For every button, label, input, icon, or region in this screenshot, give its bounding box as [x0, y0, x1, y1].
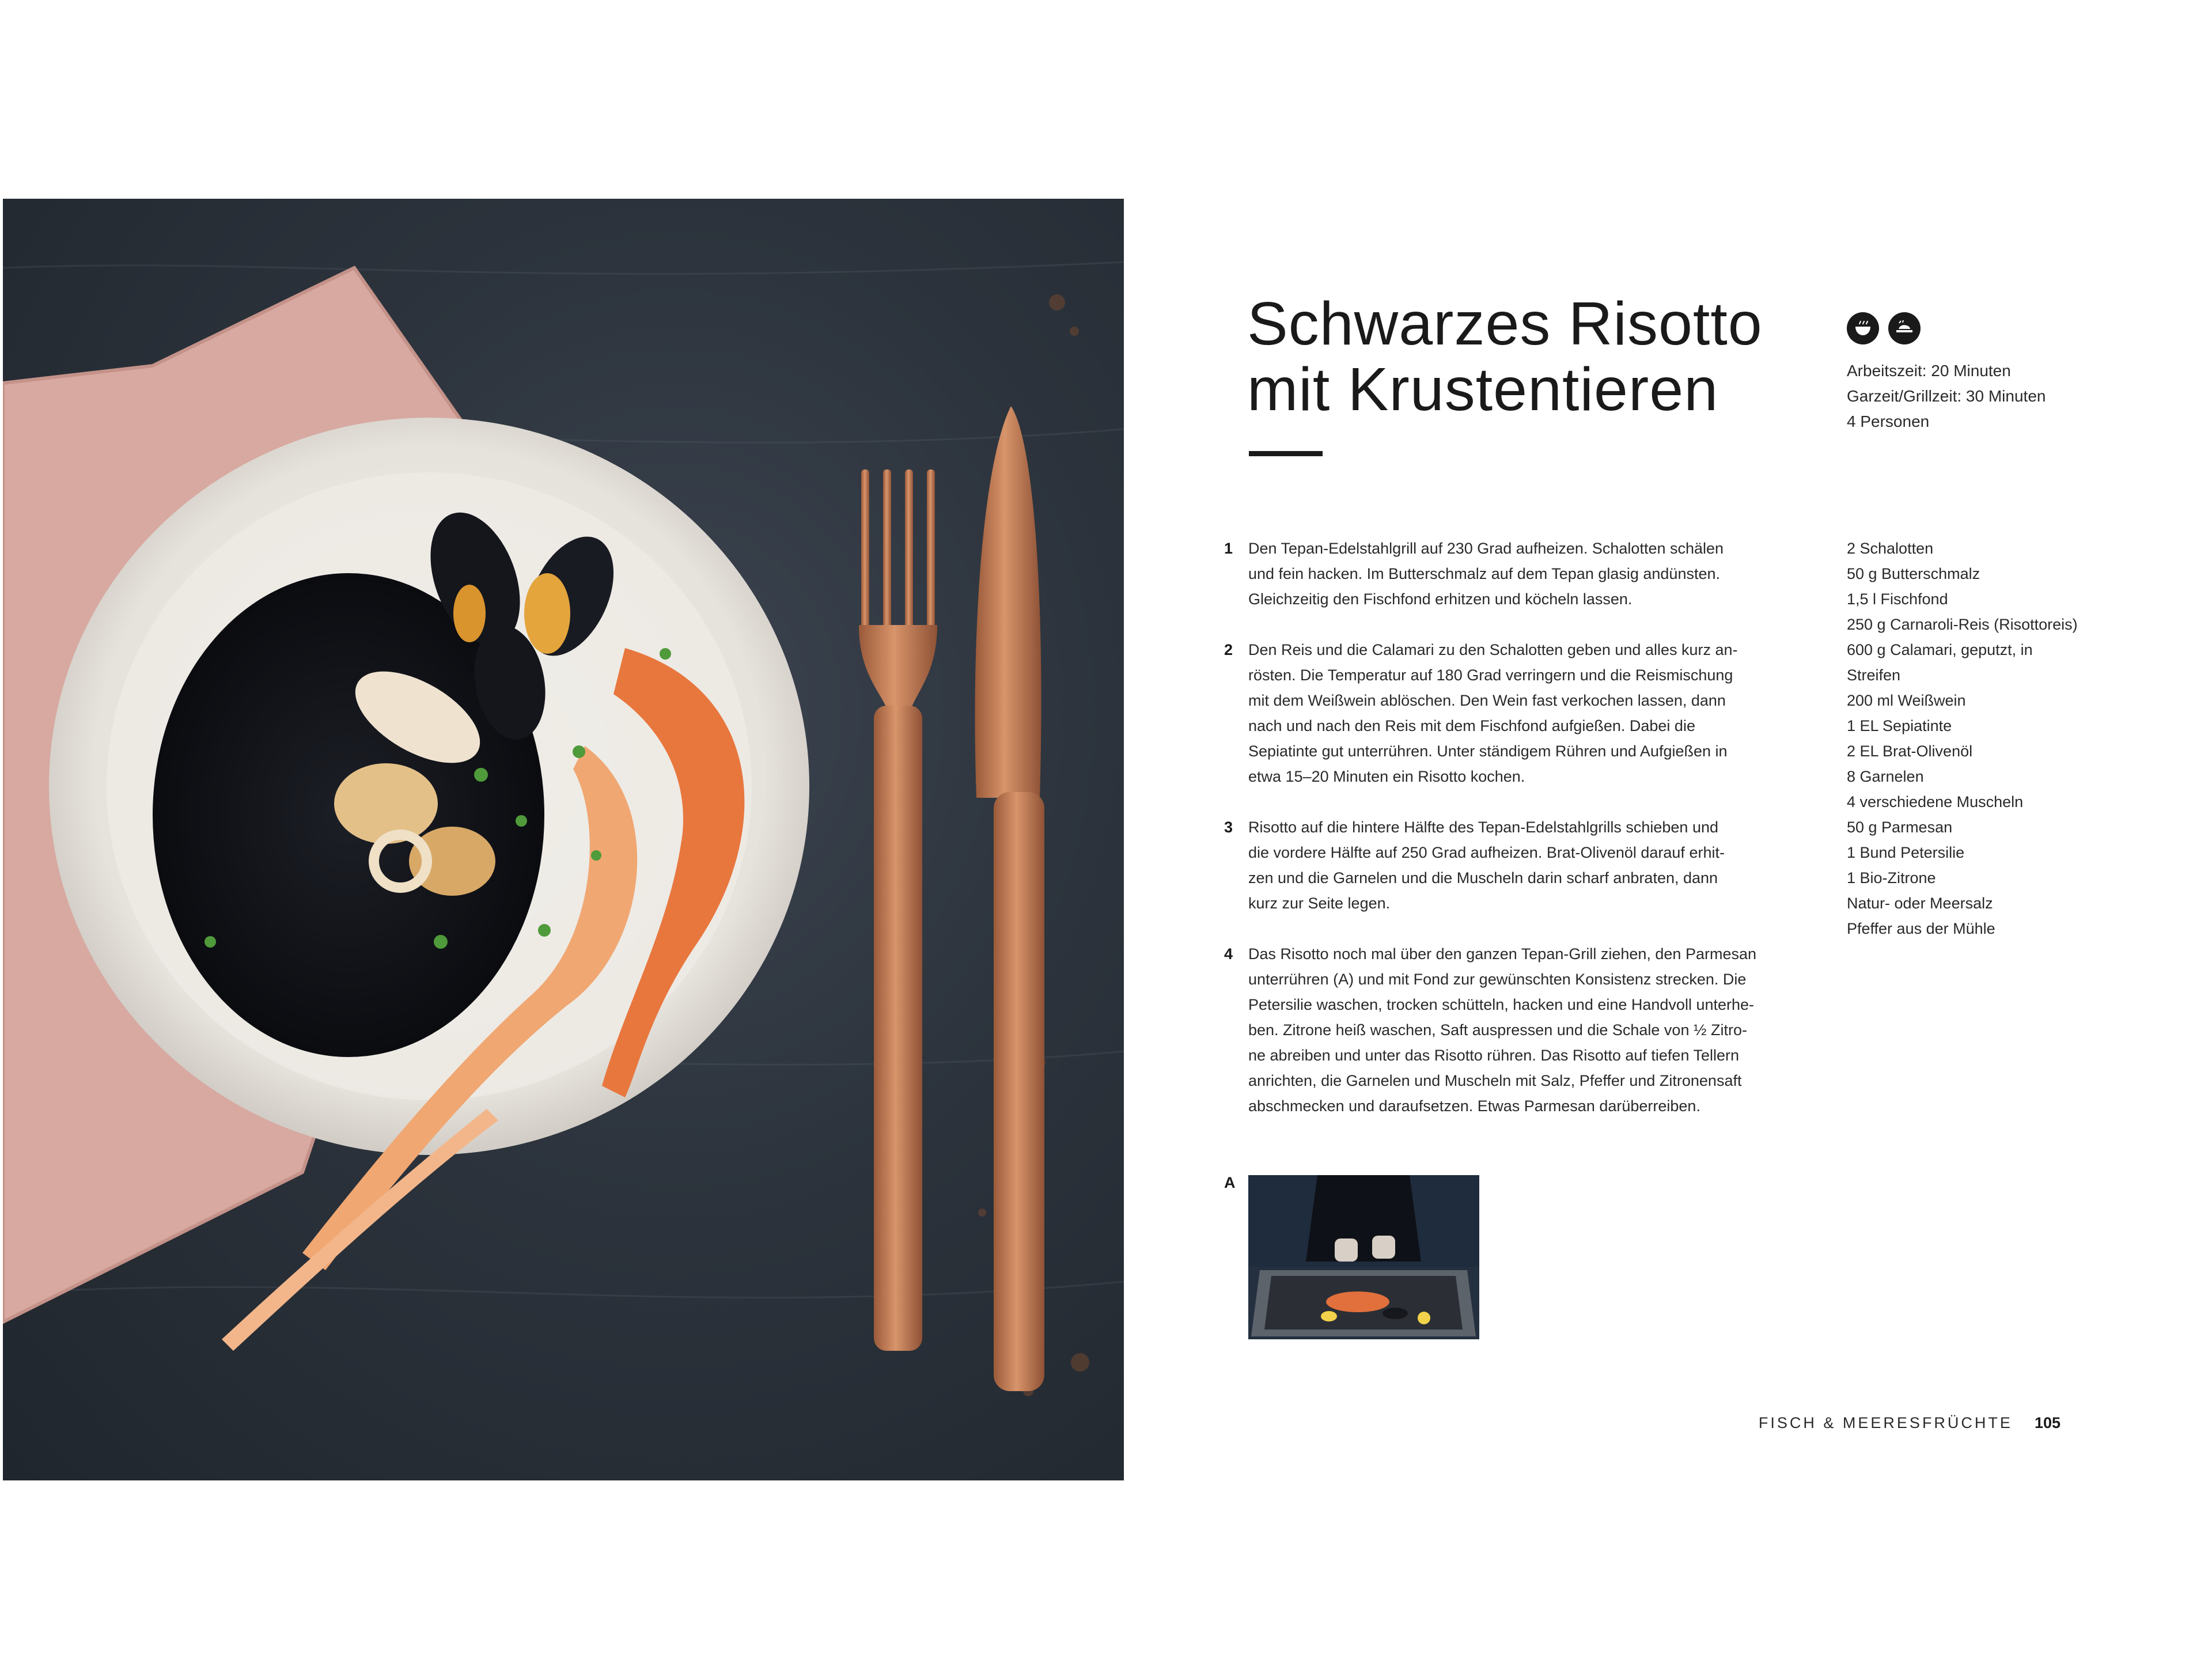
grill-icon	[1888, 312, 1921, 344]
ingredient-item: 50 g Parmesan	[1847, 819, 1953, 836]
ingredient-item: 4 verschiedene Muscheln	[1847, 793, 2024, 810]
ingredient-item: 50 g Butterschmalz	[1847, 565, 1980, 582]
step-text: Risotto auf die hintere Hälfte des Tepan-Edelstahlgrills schieben und die vordere Hälfte auf 250 Grad aufheizen. Brat-Olivenöl darauf erhit- zen und die Garnelen und die Muscheln darin scharf anbraten, dann kurz zur Seite legen.	[1248, 819, 1725, 912]
recipe-title	[1247, 291, 1823, 422]
ingredient-item: 2 Schalotten	[1847, 540, 1934, 557]
hero-photo	[3, 199, 1124, 1480]
page-number: 105	[2034, 1414, 2061, 1431]
ingredient-item: 2 EL Brat-Olivenöl	[1847, 743, 1973, 760]
step-number: 3	[1224, 819, 1233, 836]
ingredient-item: Pfeffer aus der Mühle	[1847, 920, 1995, 937]
step-number: 2	[1224, 641, 1233, 658]
page-footer	[1759, 1414, 2061, 1432]
step-2	[1224, 637, 1777, 789]
ingredient-item: 250 g Carnaroli-Reis (Risottoreis)	[1847, 616, 2078, 633]
ingredient-item: 1 EL Sepiatinte	[1847, 717, 1952, 734]
recipe-title-line-2: mit Krustentieren	[1247, 355, 1719, 423]
step-text: Den Reis und die Calamari zu den Schalotten geben und alles kurz an- rösten. Die Temperatur auf 180 Grad verringern und die Reismischung mit dem Weißwein ablöschen. Den Wein fast verkochen lassen, dann nach und nach den Reis mit dem Fischfond aufgießen. Dabei die Sepiatinte gut unterrühren. Unter ständigem Rühren und Aufgießen in etwa 15–20 Minuten ein Risotto kochen.	[1248, 641, 1738, 785]
ingredient-item: 1 Bund Petersilie	[1847, 844, 1965, 861]
title-rule	[1249, 451, 1323, 456]
ingredient-item: 1 Bio-Zitrone	[1847, 869, 1936, 887]
step-text: Den Tepan-Edelstahlgrill auf 230 Grad aufheizen. Schalotten schälen und fein hacken. Im Butterschmalz auf dem Tepan glasig andünsten. Gleichzeitig den Fischfond erhitzen und köcheln lassen.	[1248, 540, 1724, 608]
cook-time: Garzeit/Grillzeit: 30 Minuten	[1847, 387, 2046, 405]
step-text: Das Risotto noch mal über den ganzen Tepan-Grill ziehen, den Parmesan unterrühren (A) und mit Fond zur gewünschten Konsistenz strecken. Die Petersilie waschen, trocken schütteln, hacken und eine Handvoll unterhe- ben. Zitrone heiß waschen, Saft auspressen und die Schale von ½ Zitro- ne abreiben und unter das Risotto rühren. Das Risotto auf tiefen Tellern anrichten, die Garnelen und Muscheln mit Salz, Pfeffer und Zitronensaft abschmecken und daraufsetzen. Etwas Parmesan darüberreiben.	[1248, 945, 1757, 1115]
ingredient-item: Streifen	[1847, 666, 1901, 684]
section-title: FISCH & MEERESFRÜCHTE	[1758, 1414, 2013, 1431]
ingredient-item: 1,5 l Fischfond	[1847, 590, 1948, 608]
step-4	[1224, 941, 1777, 1119]
servings: 4 Personen	[1847, 412, 1930, 430]
recipe-meta	[1847, 358, 2046, 434]
recipe-steps	[1224, 536, 1777, 1144]
recipe-icons	[1847, 312, 1921, 344]
recipe-title-line-1: Schwarzes Risotto	[1247, 290, 1763, 358]
step-number: 1	[1224, 540, 1233, 557]
copper-fork	[859, 469, 937, 1351]
figure-label: A	[1224, 1174, 1236, 1191]
copper-knife	[975, 406, 1045, 1391]
bowl-icon	[1847, 312, 1879, 344]
ingredient-item: Natur- oder Meersalz	[1847, 895, 1993, 912]
step-photo-a	[1248, 1175, 1479, 1339]
ingredient-item: 8 Garnelen	[1847, 768, 1924, 785]
work-time: Arbeitszeit: 20 Minuten	[1847, 362, 2011, 380]
step-number: 4	[1224, 945, 1233, 963]
ingredient-item: 600 g Calamari, geputzt, in	[1847, 641, 2033, 658]
step-1	[1224, 536, 1777, 612]
ingredient-list	[1847, 536, 2123, 941]
step-3	[1224, 815, 1777, 916]
ingredient-item: 200 ml Weißwein	[1847, 692, 1966, 709]
